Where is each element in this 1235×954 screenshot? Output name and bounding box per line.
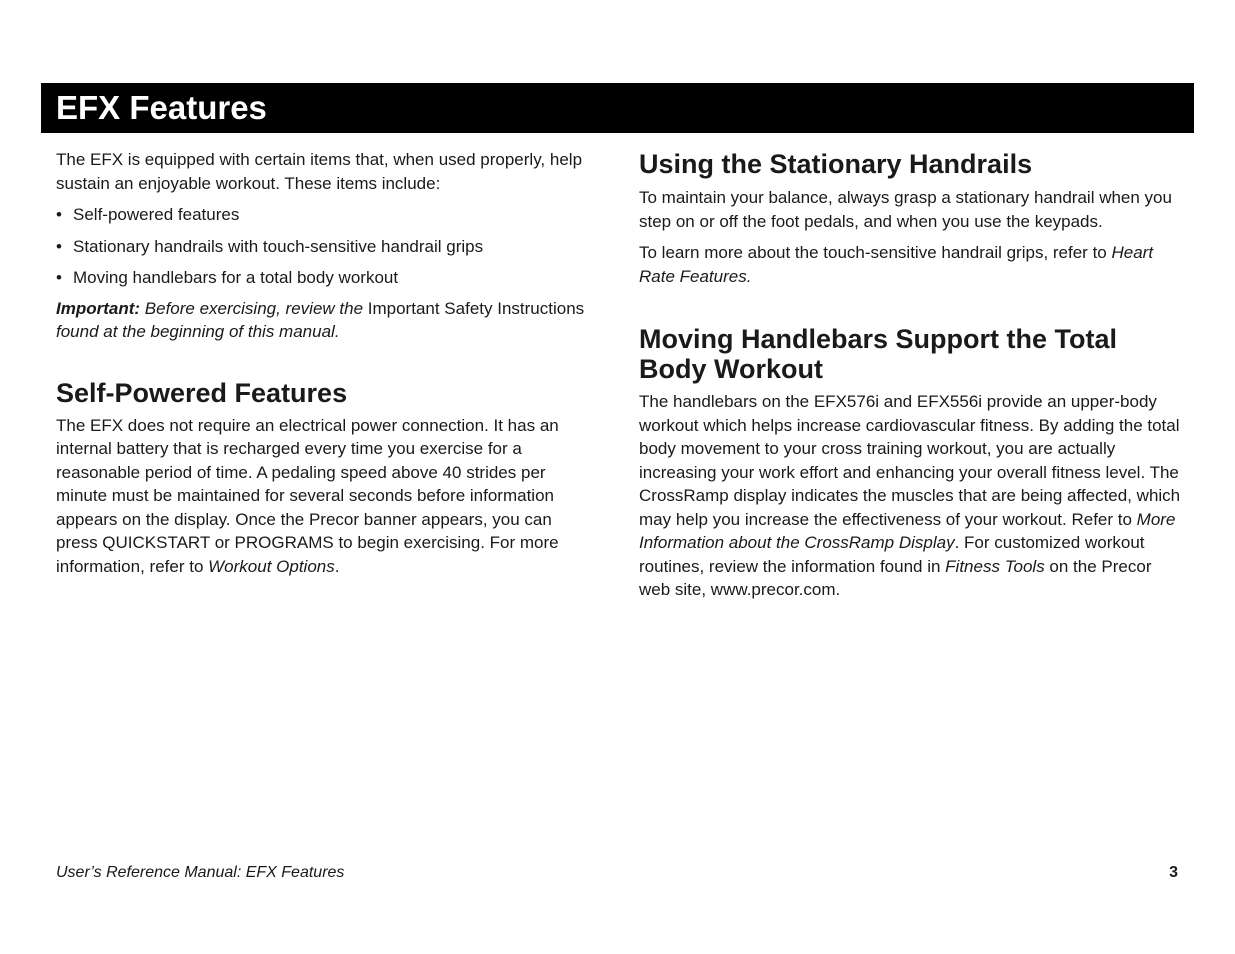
list-item-text: Stationary handrails with touch-sensitive handrail grips xyxy=(73,236,484,256)
list-item-text: Moving handlebars for a total body workout xyxy=(73,268,399,287)
page-number: 3 xyxy=(1169,864,1178,881)
list-item xyxy=(56,266,596,290)
heart-rate-reference: Heart Rate Features. xyxy=(639,243,1154,286)
left-column xyxy=(56,148,596,578)
fitness-tools-reference: Fitness Tools xyxy=(945,556,1045,576)
important-text: Before exercising, review the xyxy=(140,298,368,318)
self-powered-text-end: . xyxy=(334,556,340,576)
important-reference: Important Safety Instructions xyxy=(367,298,585,318)
section-title-handrails: Using the Stationary Handrails xyxy=(639,149,1033,179)
crossramp-reference: More Information about the CrossRamp Display xyxy=(639,509,1176,552)
footer-title: User’s Reference Manual: EFX Features xyxy=(56,864,345,881)
important-label: Important: xyxy=(56,298,141,318)
handlebars-text: The handlebars on the EFX576i and EFX556i provide an upper-body workout which helps increase cardiovascular fitness. By adding the total body movement to your cross training workout, you are actually increasing your work effort and enhancing your overall fitness level. The CrossRamp display indicates the muscles that are being affected, which may help you increase the effectiveness of your workout. Refer to xyxy=(639,392,1181,529)
page-title: EFX Features xyxy=(56,89,267,126)
section-title-self-powered: Self-Powered Features xyxy=(56,377,348,408)
bullet-icon: • xyxy=(56,236,62,256)
handlebars-text-mid: . For customized workout routines, review the information found in xyxy=(639,533,1145,576)
section-title-handlebars: Moving Handlebars Support the Total Body Workout xyxy=(639,324,1118,384)
intro-paragraph: The EFX is equipped with certain items that, when used properly, help sustain an enjoyable workout. These items include: xyxy=(56,150,583,193)
self-powered-text: The EFX does not require an electrical power connection. It has an internal battery that is recharged every time you exercise for a reasonable period of time. A pedaling speed above 40 strides per minute must be maintained for several seconds before information appears on the display. Once the Precor banner appears, you can press QUICKSTART or PROGRAMS to begin exercising. For more information, refer to xyxy=(56,415,559,576)
handrails-paragraph-2 xyxy=(639,241,1184,288)
title-banner xyxy=(41,83,1194,133)
list-item xyxy=(56,235,596,259)
important-note xyxy=(56,297,596,344)
workout-options-reference: Workout Options xyxy=(208,556,335,576)
handlebars-paragraph xyxy=(639,390,1184,602)
handrails-paragraph-1: To maintain your balance, always grasp a stationary handrail when you step on or off the foot pedals, and when you use the keypads. xyxy=(639,188,1172,231)
list-item-text: Self-powered features xyxy=(73,205,240,224)
important-text-end: found at the beginning of this manual. xyxy=(56,322,340,341)
feature-list xyxy=(56,203,596,290)
list-item xyxy=(56,203,596,227)
right-column xyxy=(639,148,1184,602)
self-powered-body xyxy=(56,414,596,579)
bullet-icon: • xyxy=(56,205,62,224)
handlebars-text-end: on the Precor web site, www.precor.com. xyxy=(639,556,1152,599)
bullet-icon: • xyxy=(56,268,62,287)
handrails-text: To learn more about the touch-sensitive handrail grips, refer to xyxy=(639,243,1112,262)
